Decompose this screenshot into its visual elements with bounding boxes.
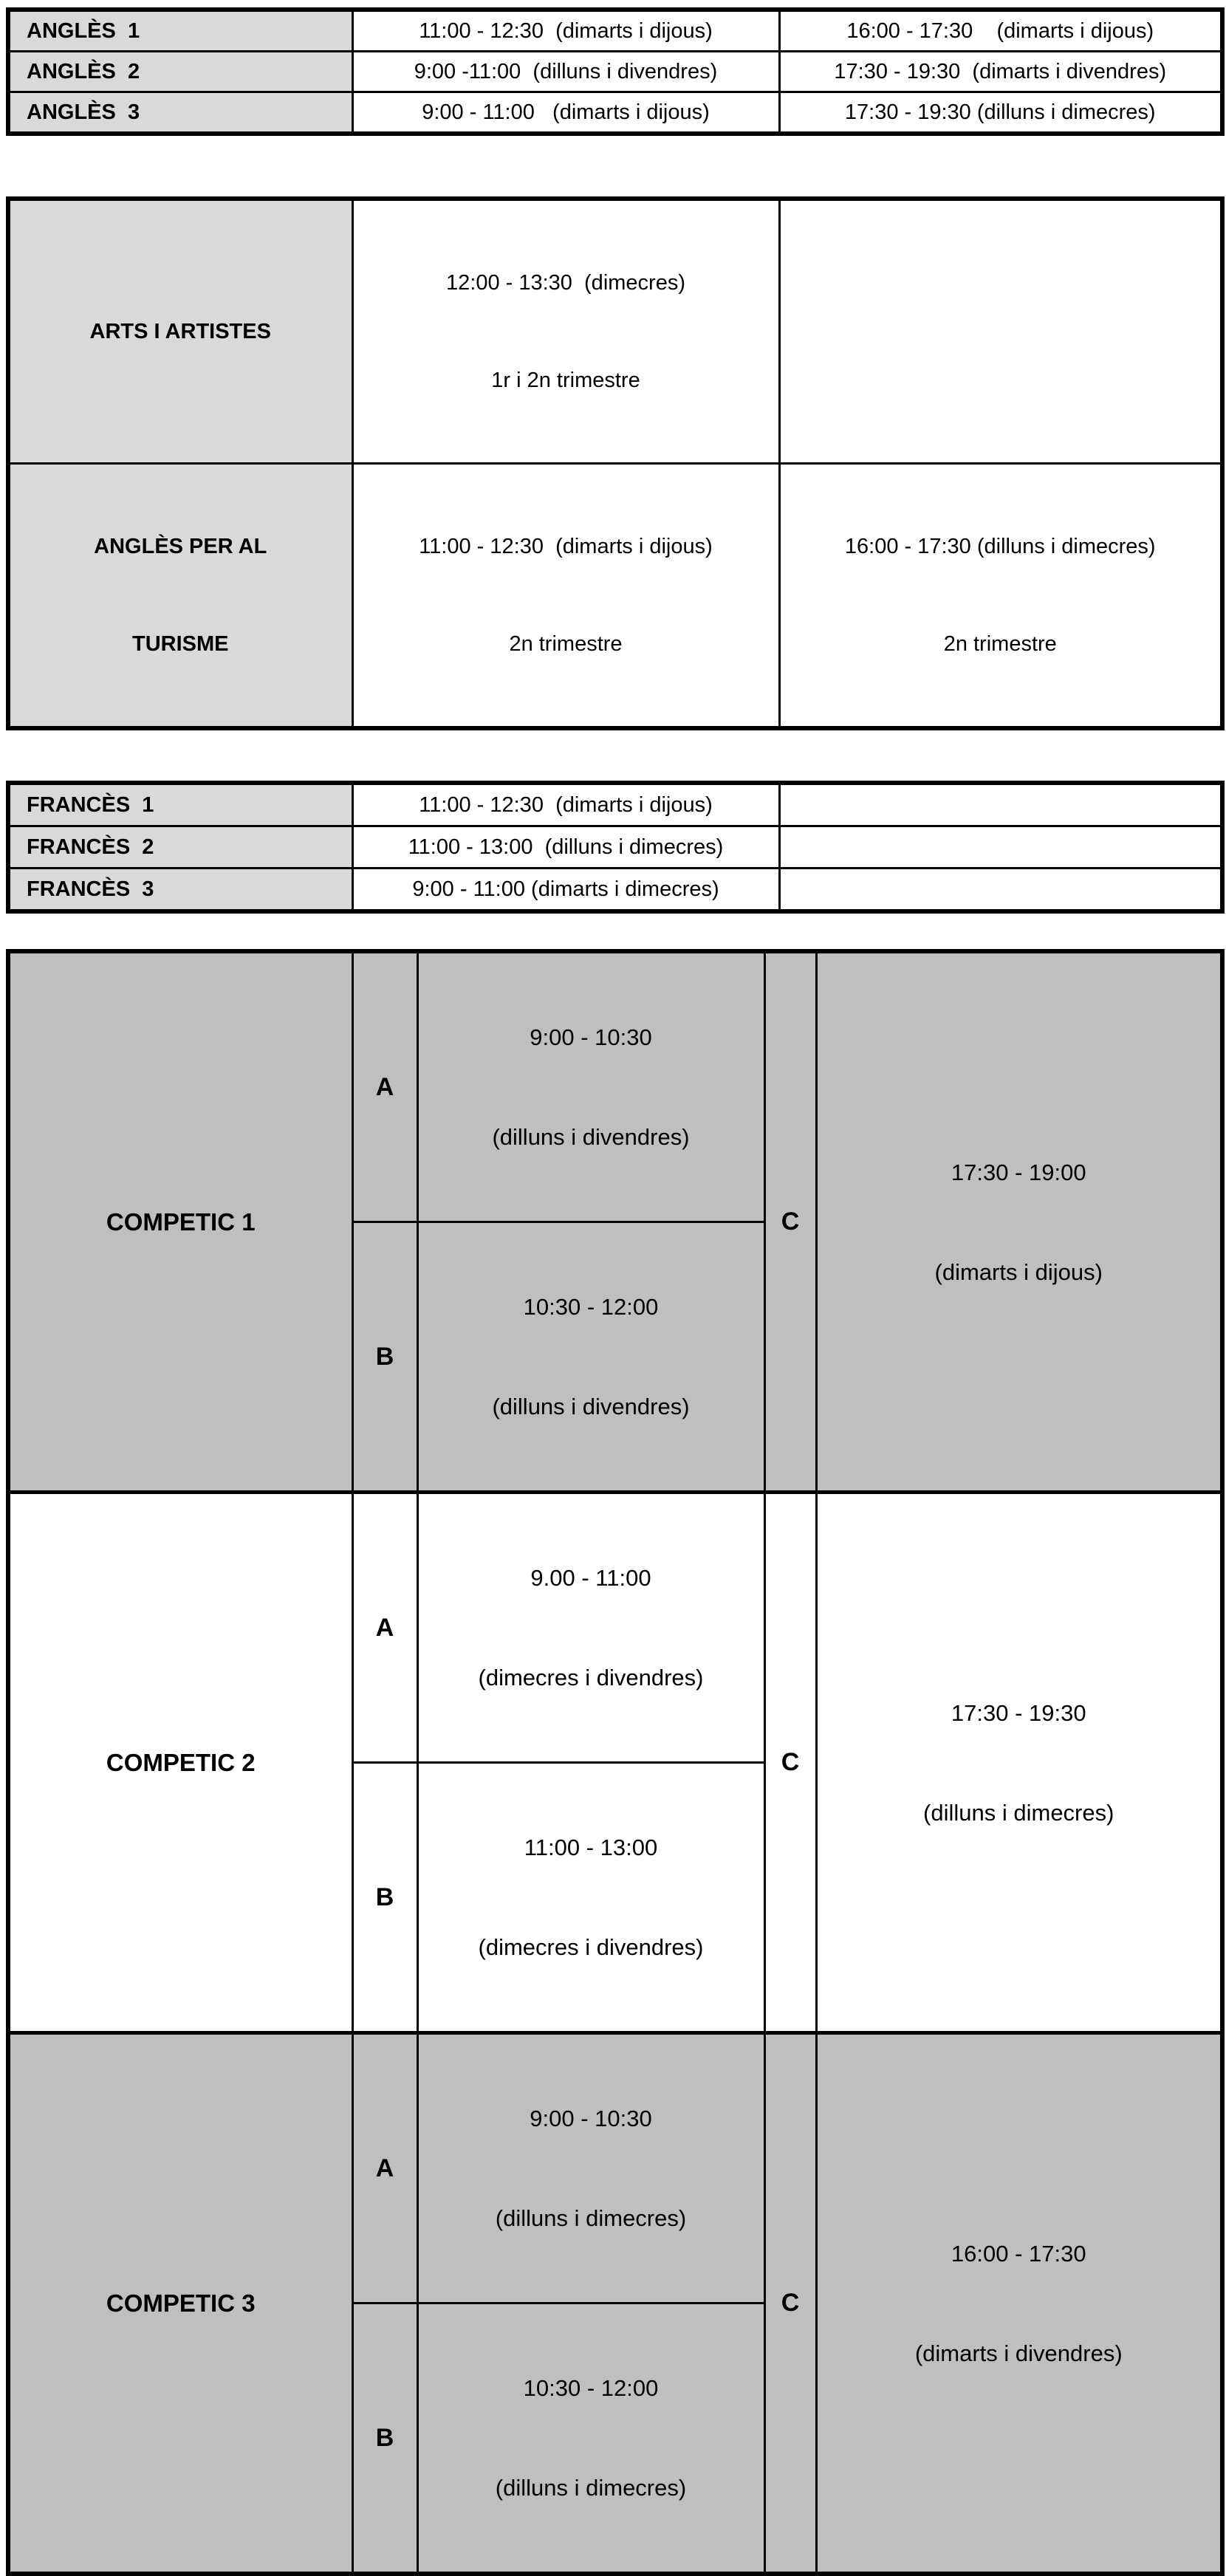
morning-schedule-cell: 9:00 - 11:00 (dimarts i dimecres): [352, 869, 779, 912]
morning-schedule-cell: 11:00 - 12:30 (dimarts i dijous): [352, 10, 779, 52]
group-b-schedule-cell: [417, 2303, 764, 2575]
table-row: [8, 951, 1222, 1222]
schedule-time-line: 9.00 - 11:00: [530, 1565, 651, 1591]
course-label: ANGLÈS 1: [8, 10, 352, 52]
schedule-days-line: (dimarts i divendres): [914, 2340, 1123, 2366]
group-a-letter: A: [352, 951, 417, 1222]
schedule-time-line: 16:00 - 17:30 (dilluns i dimecres): [844, 535, 1156, 558]
table-row: [8, 10, 1222, 52]
schedule-term-line: 2n trimestre: [509, 632, 623, 656]
group-b-schedule-cell: [417, 1222, 764, 1493]
group-b-letter: B: [352, 1763, 417, 2033]
group-c-letter: C: [764, 2033, 816, 2575]
group-c-schedule-cell: [816, 1493, 1222, 2033]
morning-schedule-cell: 9:00 - 11:00 (dimarts i dijous): [352, 92, 779, 134]
schedule-time-line: 10:30 - 12:00: [523, 1294, 659, 1320]
schedule-days-line: (dimecres i divendres): [478, 1934, 704, 1960]
table-row: [8, 464, 1222, 729]
course-label: COMPETIC 3: [8, 2033, 352, 2575]
table-row: [8, 2033, 1222, 2303]
course-label-line: ANGLÈS PER AL: [94, 535, 267, 558]
evening-schedule-cell: 17:30 - 19:30 (dimarts i divendres): [779, 52, 1222, 92]
schedule-term-line: 1r i 2n trimestre: [491, 369, 640, 392]
table-row: [8, 52, 1222, 92]
schedule-days-line: (dilluns i divendres): [492, 1394, 690, 1419]
course-label: FRANCÈS 2: [8, 826, 352, 869]
schedule-days-line: (dilluns i dimecres): [923, 1799, 1114, 1826]
arts-turisme-schedule-table: [6, 196, 1225, 730]
evening-schedule-cell: 17:30 - 19:30 (dilluns i dimecres): [779, 92, 1222, 134]
schedule-time-line: 9:00 - 10:30: [530, 1024, 652, 1050]
morning-schedule-cell: [352, 199, 779, 464]
evening-schedule-cell: 16:00 - 17:30 (dimarts i dijous): [779, 10, 1222, 52]
evening-schedule-cell: [779, 869, 1222, 912]
group-b-schedule-cell: [417, 1763, 764, 2033]
schedule-days-line: (dimarts i dijous): [934, 1258, 1103, 1285]
course-label: COMPETIC 2: [8, 1493, 352, 2033]
schedule-days-line: (dimecres i divendres): [478, 1665, 704, 1690]
course-label-line: ARTS I ARTISTES: [89, 320, 271, 343]
course-label: ANGLÈS 3: [8, 92, 352, 134]
schedule-days-line: (dilluns i divendres): [492, 1124, 690, 1150]
group-c-schedule-cell: [816, 2033, 1222, 2575]
schedule-time-line: 11:00 - 12:30 (dimarts i dijous): [419, 535, 713, 558]
table-row: [8, 869, 1222, 912]
schedule-time-line: 9:00 - 10:30: [530, 2106, 652, 2131]
group-c-letter: C: [764, 1493, 816, 2033]
competic-schedule-table: [6, 949, 1225, 2576]
angles-schedule-table: [6, 7, 1225, 136]
table-row: [8, 1493, 1222, 1763]
table-row: [8, 199, 1222, 464]
schedule-time-line: 10:30 - 12:00: [523, 2375, 659, 2401]
table-row: [8, 92, 1222, 134]
morning-schedule-cell: [352, 464, 779, 729]
group-c-schedule-cell: [816, 951, 1222, 1493]
course-label: FRANCÈS 3: [8, 869, 352, 912]
evening-schedule-cell: [779, 464, 1222, 729]
morning-schedule-cell: 11:00 - 13:00 (dilluns i dimecres): [352, 826, 779, 869]
group-a-schedule-cell: [417, 2033, 764, 2303]
evening-schedule-cell: [779, 826, 1222, 869]
schedule-term-line: 2n trimestre: [943, 632, 1057, 656]
group-a-schedule-cell: [417, 1493, 764, 1763]
schedule-days-line: (dilluns i dimecres): [495, 2475, 687, 2501]
frances-schedule-table: [6, 781, 1225, 914]
schedule-time-line: 16:00 - 17:30: [951, 2240, 1086, 2267]
group-a-letter: A: [352, 1493, 417, 1763]
group-b-letter: B: [352, 1222, 417, 1493]
table-row: [8, 783, 1222, 826]
schedule-time-line: 11:00 - 13:00: [524, 1835, 658, 1860]
course-label: FRANCÈS 1: [8, 783, 352, 826]
table-row: [8, 826, 1222, 869]
group-b-letter: B: [352, 2303, 417, 2575]
course-label: [8, 199, 352, 464]
schedule-time-line: 12:00 - 13:30 (dimecres): [446, 271, 685, 295]
schedule-document: [0, 7, 1226, 2501]
evening-schedule-cell: [779, 199, 1222, 464]
morning-schedule-cell: 9:00 -11:00 (dilluns i divendres): [352, 52, 779, 92]
group-a-schedule-cell: [417, 951, 764, 1222]
course-label: ANGLÈS 2: [8, 52, 352, 92]
course-label-line: TURISME: [132, 632, 229, 656]
course-label: COMPETIC 1: [8, 951, 352, 1493]
schedule-days-line: (dilluns i dimecres): [495, 2205, 687, 2231]
morning-schedule-cell: 11:00 - 12:30 (dimarts i dijous): [352, 783, 779, 826]
schedule-time-line: 17:30 - 19:00: [951, 1159, 1086, 1185]
schedule-time-line: 17:30 - 19:30: [951, 1699, 1086, 1726]
group-c-letter: C: [764, 951, 816, 1493]
group-a-letter: A: [352, 2033, 417, 2303]
evening-schedule-cell: [779, 783, 1222, 826]
course-label: [8, 464, 352, 729]
